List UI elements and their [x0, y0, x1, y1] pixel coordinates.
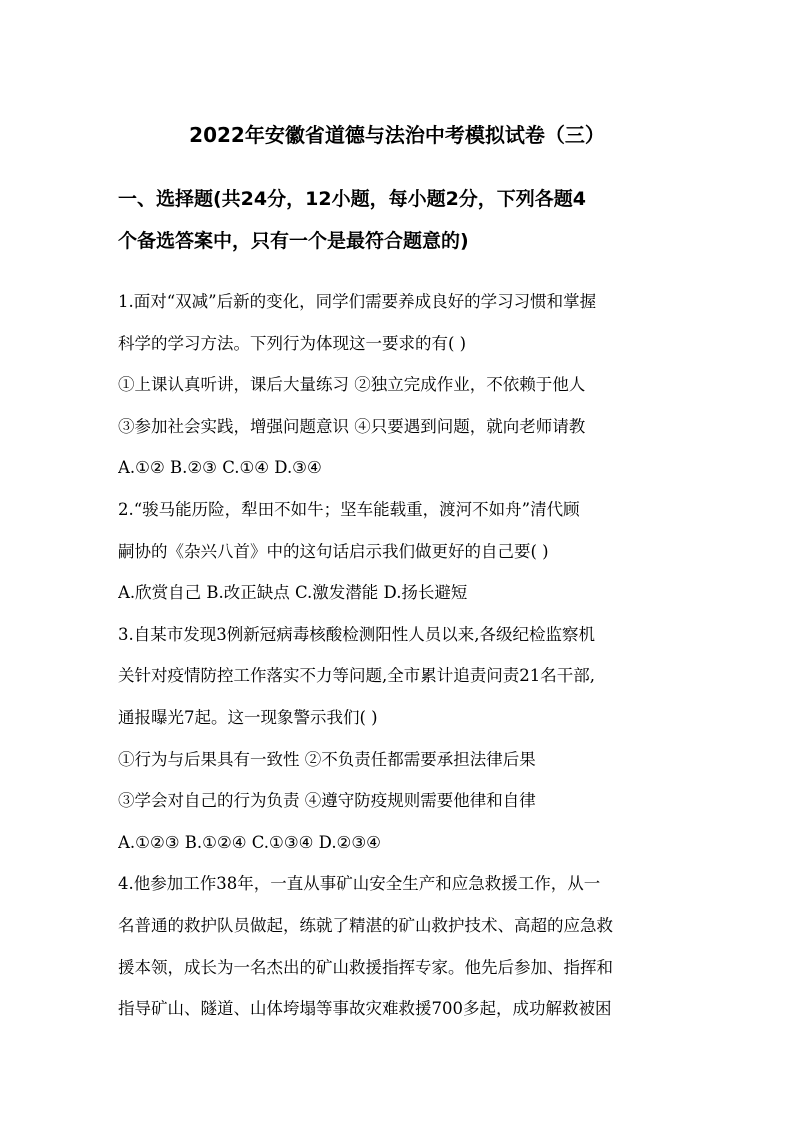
section-heading-line: 个备选答案中，只有一个是最符合题意的)	[118, 230, 469, 252]
question-1-stem: 科学的学习方法。下列行为体现这一要求的有( )	[118, 333, 467, 353]
question-2-stem: 2.“骏马能历险，犁田不如牛；坚车能载重，渡河不如舟”清代顾	[118, 499, 580, 519]
question-4-stem: 援本领，成长为一名杰出的矿山救援指挥专家。他先后参加、指挥和	[118, 957, 613, 977]
question-3-options: A.①②③ B.①②④ C.①③④ D.②③④	[118, 832, 381, 852]
question-1-options: A.①② B.②③ C.①④ D.③④	[118, 458, 322, 478]
question-body	[118, 281, 688, 1030]
question-4-stem: 4.他参加工作38年，一直从事矿山安全生产和应急救援工作，从一	[118, 874, 601, 894]
question-3-stem: 关针对疫情防控工作落实不力等问题,全市累计追责问责21名干部,	[118, 666, 595, 686]
question-3-stem: 3.自某市发现3例新冠病毒核酸检测阳性人员以来,各级纪检监察机	[118, 624, 595, 644]
question-2-stem: 嗣协的《杂兴八首》中的这句话启示我们做更好的自己要( )	[118, 541, 549, 561]
page-title: 2022年安徽省道德与法治中考模拟试卷（三）	[189, 123, 605, 147]
question-2-options: A.欣赏自己 B.改正缺点 C.激发潜能 D.扬长避短	[118, 583, 468, 603]
question-4-stem: 名普通的救护队员做起，练就了精湛的矿山救护技术、高超的应急救	[118, 915, 613, 935]
question-4-stem: 指导矿山、隧道、山体垮塌等事故灾难救援700多起，成功解救被困	[118, 999, 612, 1019]
question-3-stem: 通报曝光7起。这一现象警示我们( )	[118, 707, 378, 727]
question-1-statements: ③参加社会实践，增强问题意识 ④只要遇到问题，就向老师请教	[118, 416, 586, 436]
question-3-statements: ①行为与后果具有一致性 ②不负责任都需要承担法律后果	[118, 749, 536, 769]
section-heading-line: 一、选择题(共24分，12小题，每小题2分，下列各题4	[118, 188, 587, 210]
question-3-statements: ③学会对自己的行为负责 ④遵守防疫规则需要他律和自律	[118, 791, 536, 811]
question-1-stem: 1.面对“双减”后新的变化，同学们需要养成良好的学习习惯和掌握	[118, 292, 597, 311]
section-heading	[118, 178, 688, 262]
question-1-statements: ①上课认真听讲，课后大量练习 ②独立完成作业，不依赖于他人	[118, 375, 586, 395]
